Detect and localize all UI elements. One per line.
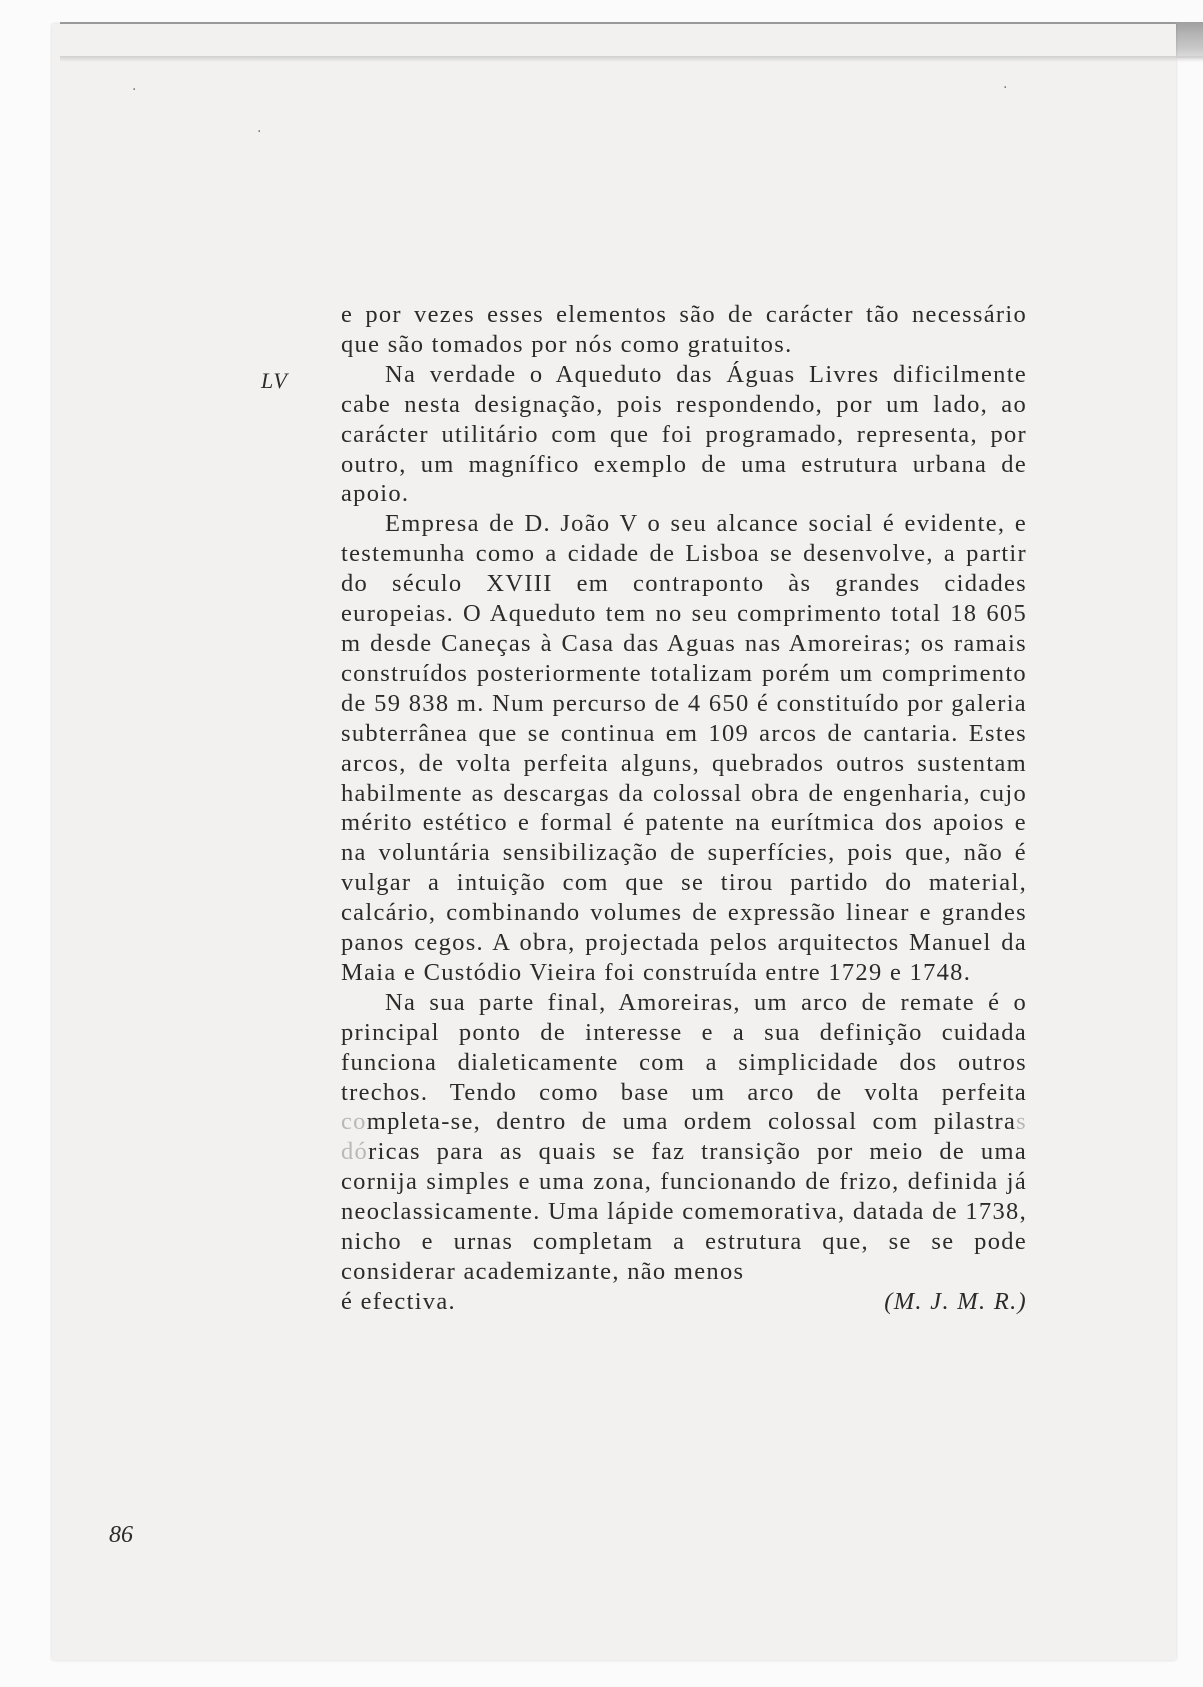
scan-speck: · — [1003, 80, 1008, 96]
margin-reference-mark: LV — [261, 368, 288, 393]
paragraph: Empresa de D. João V o seu alcance social é evidente, e testemunha como a cidade de Lisboa se desenvolve, a partir do século XVIII em contraponto às grandes cidades europeias. O Aqueduto tem no seu comprimento total 18 605 m desde Caneças à Casa das Aguas nas Amoreiras; os ramais construídos posteriormente totalizam porém um comprimento de 59 838 m. Num percurso de 4 650 é constituído por galeria subterrânea que se continua em 109 arcos de cantaria. Estes arcos, de volta perfeita alguns, quebrados outros sustentam habilmente as descargas da colossal obra de engenharia, cujo mérito estético e formal é patente na eurítmica dos apoios e na voluntária sensibilização de superfícies, pois que, não é vulgar a intuição com que se tirou partido do material, calcário, combinando volumes de expressão linear e grandes panos cegos. A obra, projectada pelos arquitectos Manuel da Maia e Custódio Vieira foi construída entre 1729 e 1748. — [341, 510, 1027, 986]
paragraph — [341, 988, 1027, 1287]
page-number: 86 — [109, 1522, 133, 1548]
text-run: mpleta-se, dentro de uma ordem colossal com pilastra — [366, 1108, 1017, 1136]
text-run: ricas para as quais se faz transição por meio de uma cornija simples e uma zona, funcionando de frizo, definida já neoclassicamente. Uma lápide comemorativa, datada de 1738, nicho e urnas completam a estrutura que, se se pode considerar academizante, não menos — [341, 1138, 1027, 1285]
faded-text-run: co — [341, 1108, 367, 1136]
scan-speck: · — [257, 124, 262, 140]
scan-shadow — [60, 56, 1203, 62]
article-body — [341, 300, 1027, 1317]
paragraph: Na verdade o Aqueduto das Águas Livres dificilmente cabe nesta designação, pois respondendo, por um lado, ao carácter utilitário com que foi programado, representa, por outro, um magnífico exemplo de uma estrutura urbana de apoio. — [341, 360, 1027, 508]
closing-text: é efectiva. — [341, 1287, 456, 1315]
text-run: Na sua parte final, Amoreiras, um arco de remate é o principal ponto de interesse e a sua definição cuidada funciona dialeticamente com a simplicidade dos outros trechos. Tendo como base um arco de volta perfeita — [341, 988, 1027, 1106]
paragraph: e por vezes esses elementos são de carácter tão necessário que são tomados por nós como gratuitos. — [341, 301, 1027, 358]
faded-text-run: s dó — [341, 1108, 1027, 1166]
closing-line — [341, 1287, 1027, 1317]
author-signature: (M. J. M. R.) — [884, 1287, 1027, 1315]
scan-speck: · — [132, 82, 137, 98]
